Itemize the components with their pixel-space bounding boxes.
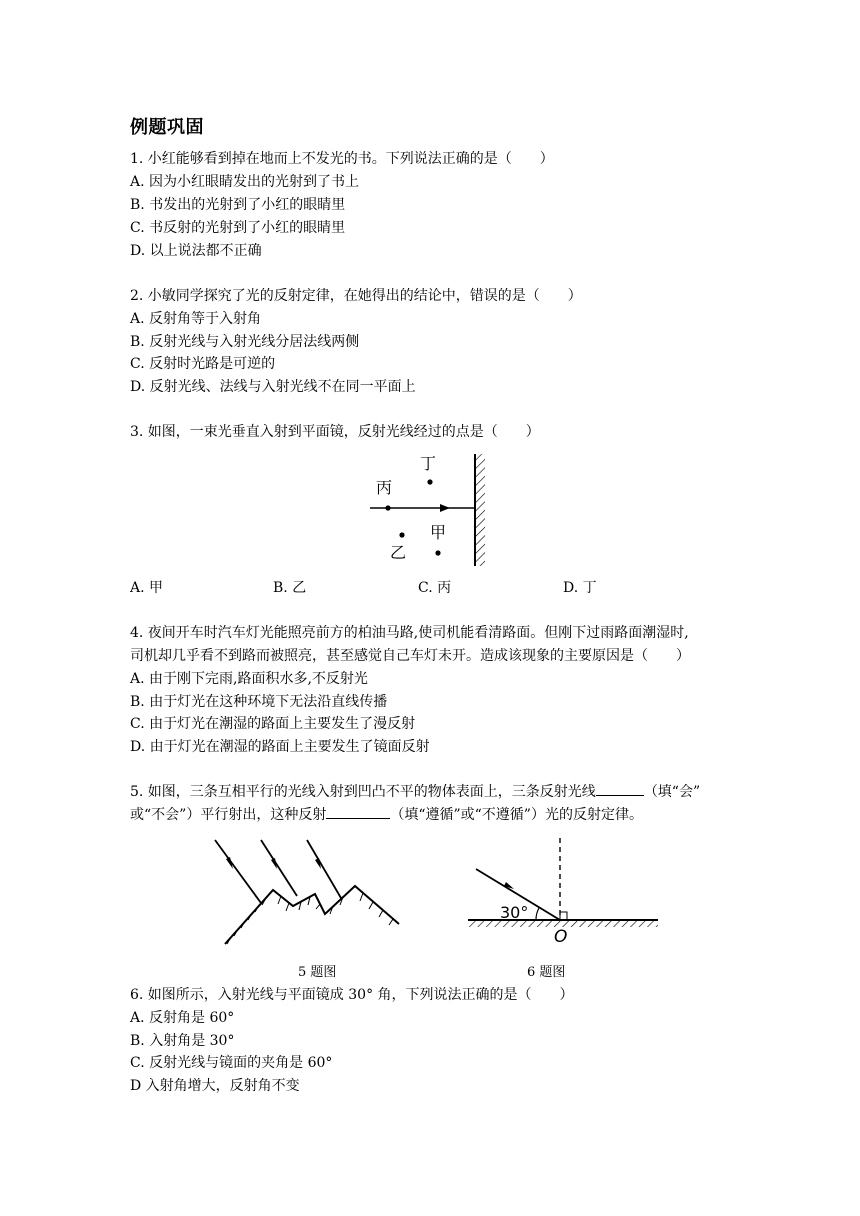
q5-stem-part2: （填“会” <box>643 784 701 800</box>
q6-option-b: B. 入射角是 30° <box>130 1033 235 1049</box>
q6-stem: 6. 如图所示，入射光线与平面镜成 30° 角，下列说法正确的是（ ） <box>130 987 574 1003</box>
figure5-caption: 5 题图 <box>298 965 337 980</box>
q2-option-d: D. 反射光线、法线与入射光线不在同一平面上 <box>130 379 416 395</box>
point-ding <box>427 479 432 484</box>
section-title: 例题巩固 <box>130 117 204 138</box>
label-yi: 乙 <box>390 543 407 562</box>
q3-mirror-figure <box>360 448 500 572</box>
q3-option-c: C. 丙 <box>418 580 452 596</box>
q5-stem-part1: 5. 如图，三条互相平行的光线入射到凹凸不平的物体表面上，三条反射光线 <box>130 784 596 800</box>
q4-option-c: C. 由于灯光在潮湿的路面上主要发生了漫反射 <box>130 716 416 732</box>
q2-option-b: B. 反射光线与入射光线分居法线两侧 <box>130 334 360 350</box>
angle-arc <box>536 908 539 920</box>
q1-option-c: C. 书反射的光射到了小红的眼睛里 <box>130 220 346 236</box>
label-bing: 丙 <box>376 478 393 497</box>
q2-option-a: A. 反射角等于入射角 <box>130 311 262 327</box>
ray-arrows <box>226 857 321 869</box>
ray-arrow <box>440 504 450 512</box>
q3-stem: 3. 如图，一束光垂直入射到平面镜，反射光线经过的点是（ ） <box>130 424 540 440</box>
q3-option-a: A. 甲 <box>130 580 164 596</box>
point-bing <box>385 505 390 510</box>
q4-stem-line2: 司机却几乎看不到路而被照亮，甚至感觉自己车灯未开。造成该现象的主要原因是（ ） <box>130 648 690 664</box>
point-jia <box>435 550 440 555</box>
mirror-hatching <box>468 920 658 927</box>
q2-stem: 2. 小敏同学探究了光的反射定律，在她得出的结论中，错误的是（ ） <box>130 288 582 304</box>
label-ding: 丁 <box>420 454 437 473</box>
figure6-caption: 6 题图 <box>527 965 566 980</box>
q1-option-d: D. 以上说法都不正确 <box>130 243 262 259</box>
right-angle-mark <box>560 912 567 920</box>
point-o-label: O <box>554 927 568 947</box>
point-yi <box>399 532 404 537</box>
q2-option-c: C. 反射时光路是可逆的 <box>130 356 276 372</box>
q1-stem: 1. 小红能够看到掉在地而上不发光的书。下列说法正确的是（ ） <box>130 151 554 167</box>
q5-stem-line1 <box>130 781 700 803</box>
q5-stem-part4: （填“遵循”或“不遵循”）光的反射定律。 <box>390 807 643 823</box>
angle-label: 30° <box>500 903 529 922</box>
q6-option-a: A. 反射角是 60° <box>130 1010 235 1026</box>
q4-option-d: D. 由于灯光在潮湿的路面上主要发生了镜面反射 <box>130 739 430 755</box>
q3-option-b: B. 乙 <box>273 580 307 596</box>
q4-stem-line1: 4. 夜间开车时汽车灯光能照亮前方的柏油马路,使司机能看清路面。但刚下过雨路面潮湿时, <box>130 625 689 641</box>
q1-option-b: B. 书发出的光射到了小红的眼睛里 <box>130 197 346 213</box>
q5-stem-part3: 或“不会”）平行射出，这种反射 <box>130 807 327 823</box>
q3-option-d: D. 丁 <box>563 580 597 596</box>
q6-incidence-angle-figure <box>462 832 662 952</box>
q5-answer-blank-1[interactable] <box>596 781 644 796</box>
q5-stem-line2 <box>130 804 643 826</box>
q5-diffuse-reflection-figure <box>203 832 423 952</box>
q4-option-b: B. 由于灯光在这种环境下无法沿直线传播 <box>130 694 388 710</box>
q6-option-c: C. 反射光线与镜面的夹角是 60° <box>130 1055 333 1071</box>
q1-option-a: A. 因为小红眼睛发出的光射到了书上 <box>130 174 360 190</box>
q5-answer-blank-2[interactable] <box>326 804 390 819</box>
q4-option-a: A. 由于刚下完雨,路面积水多,不反射光 <box>130 671 368 687</box>
surface-hatching <box>227 893 393 944</box>
q6-option-d: D 入射角增大，反射角不变 <box>130 1078 300 1094</box>
mirror-hatching <box>475 454 485 566</box>
label-jia: 甲 <box>430 523 447 542</box>
